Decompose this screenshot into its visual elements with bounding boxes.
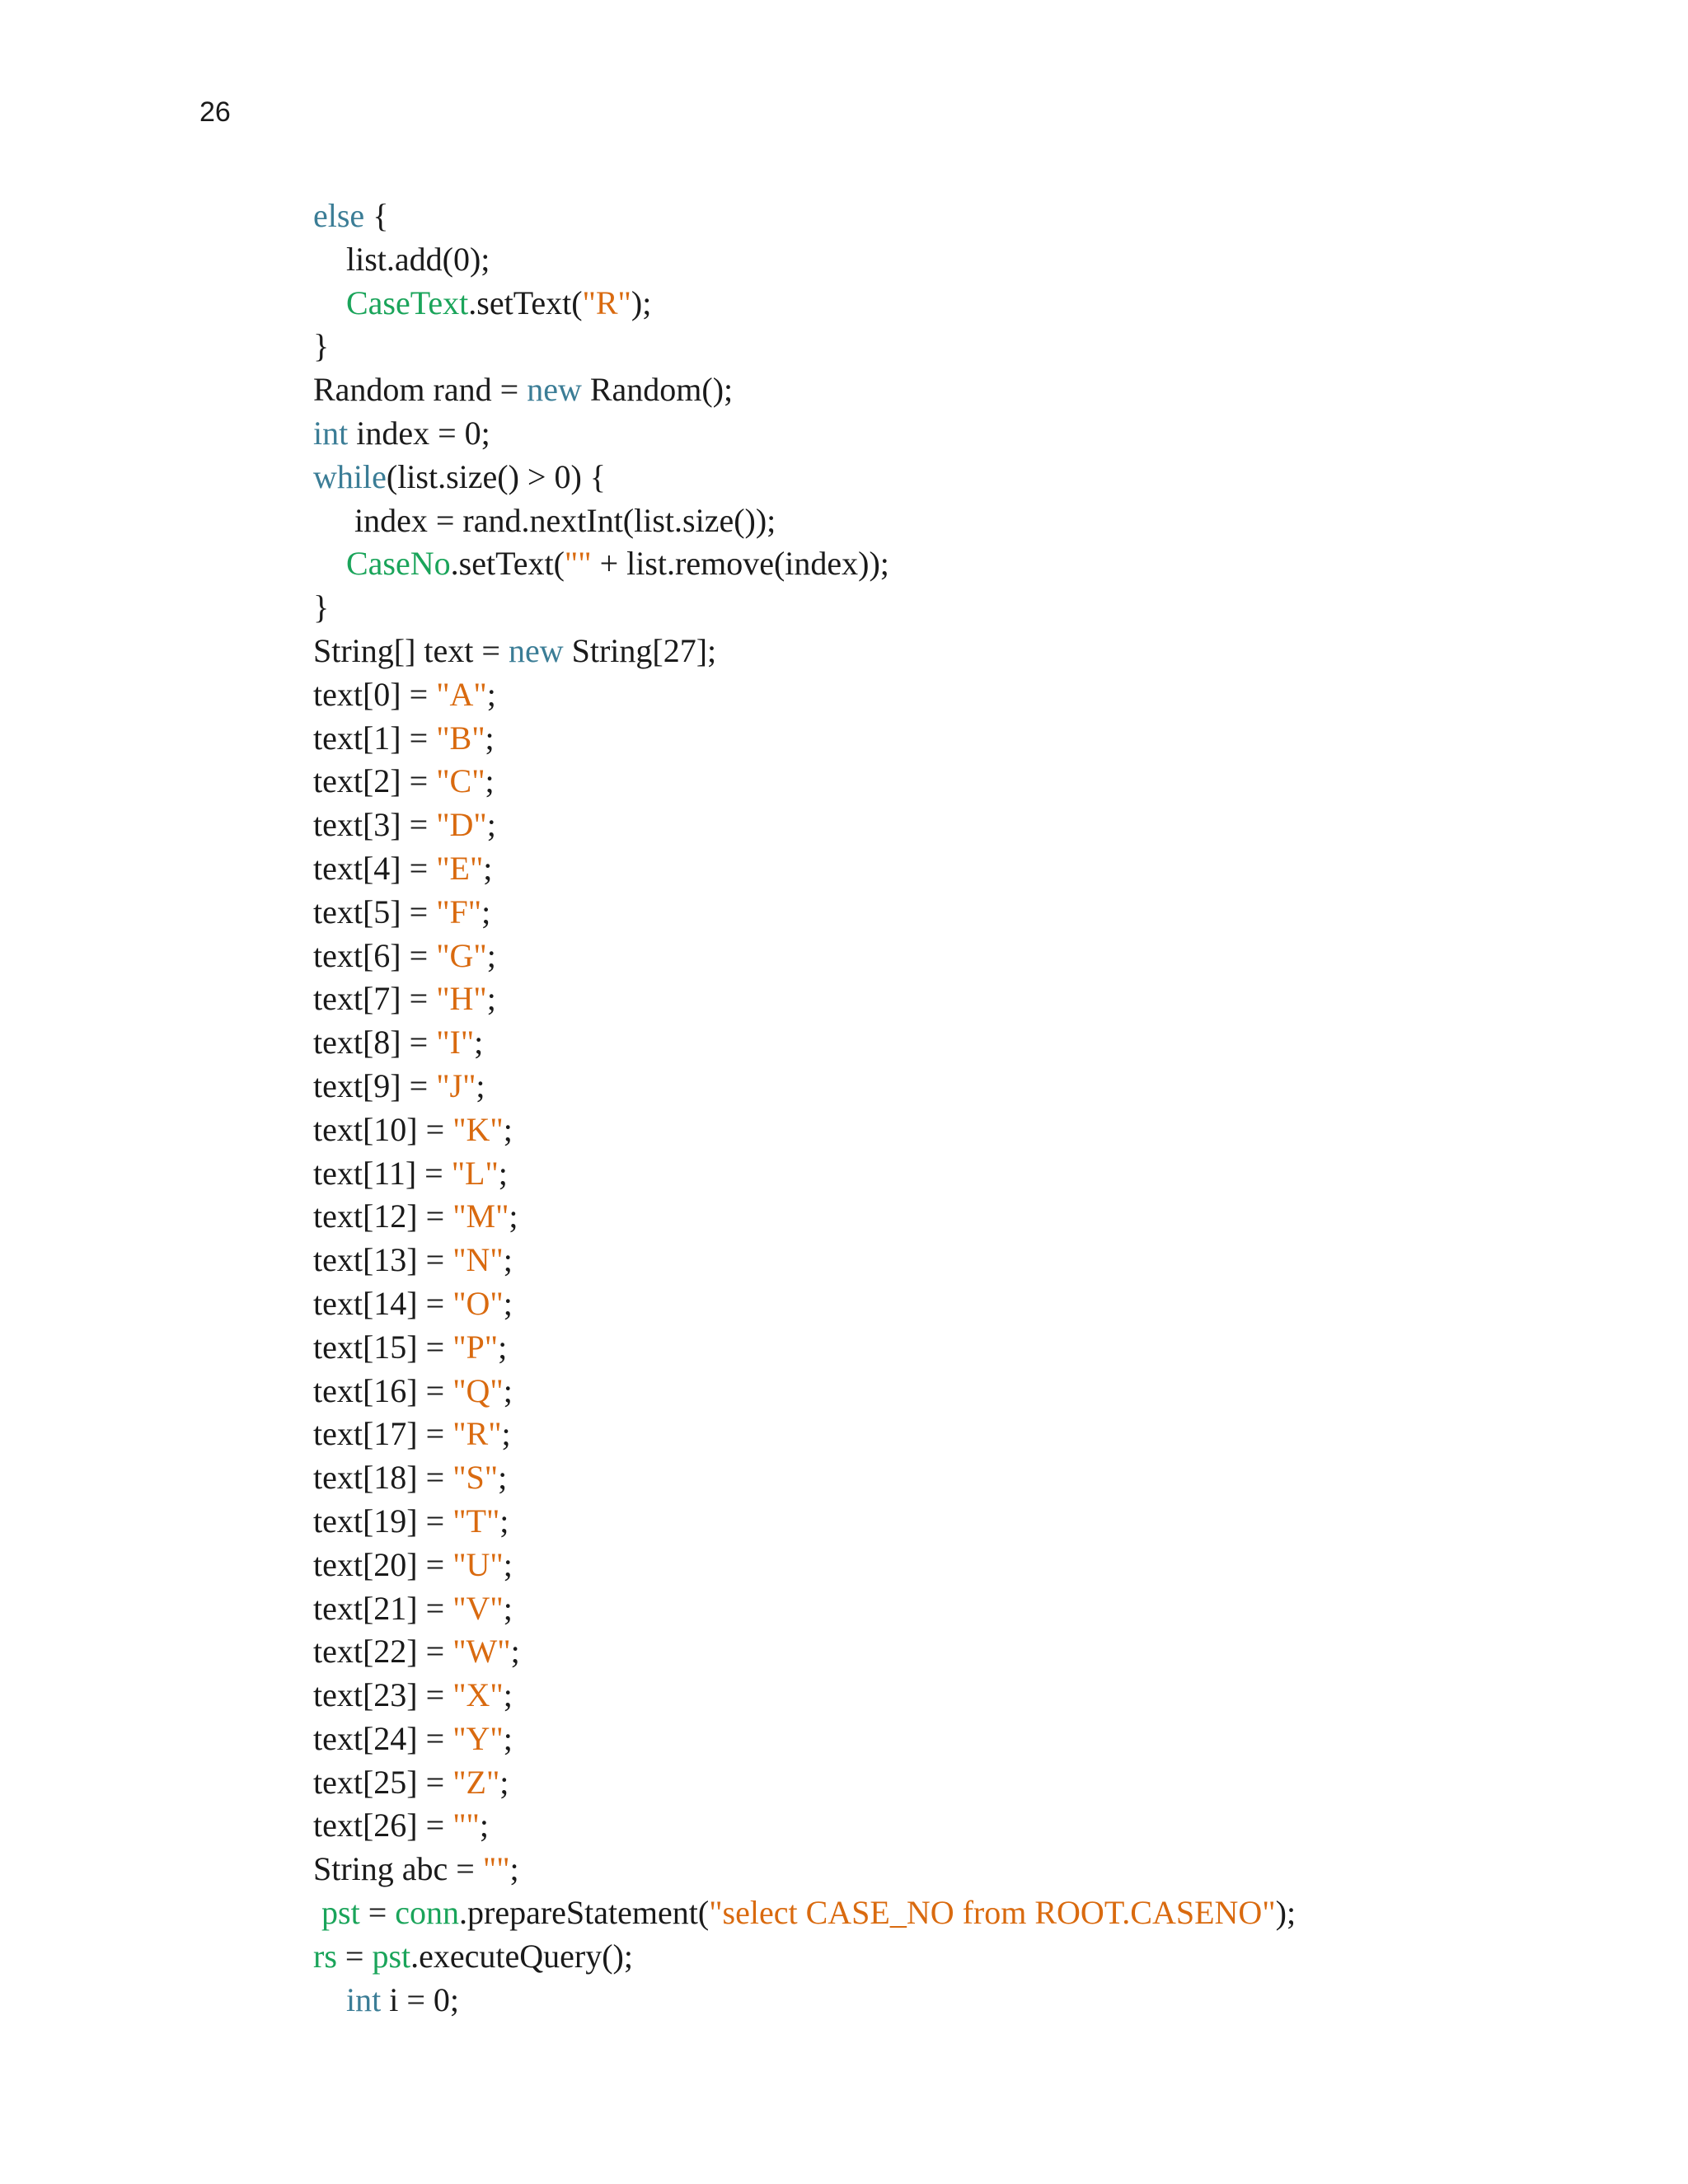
code-string: "select CASE_NO from ROOT.CASENO" (709, 1894, 1276, 1932)
code-string: "" (482, 1850, 510, 1888)
code-text: text[3] = (313, 806, 437, 844)
code-string: "R" (452, 1415, 502, 1453)
code-text: ; (481, 893, 491, 930)
code-string: "W" (452, 1633, 511, 1671)
code-line (313, 1544, 1648, 1587)
code-line (313, 1326, 1648, 1370)
code-indent (313, 1981, 346, 2018)
code-text: ; (503, 1284, 513, 1322)
code-text: text[2] = (313, 762, 437, 800)
code-line (313, 282, 1648, 326)
code-text: ; (486, 980, 496, 1018)
code-line (313, 1587, 1648, 1631)
code-string: "X" (452, 1676, 504, 1714)
code-text: ; (503, 1545, 513, 1583)
code-keyword: while (313, 457, 387, 495)
code-text: ; (503, 1719, 513, 1757)
code-string: "B" (436, 719, 485, 757)
code-string: "S" (452, 1459, 499, 1497)
code-line (313, 760, 1648, 804)
code-text: ; (503, 1110, 513, 1148)
code-line (313, 1935, 1648, 1979)
page-number: 26 (199, 96, 231, 128)
code-text: Random(); (581, 371, 734, 409)
code-line (313, 1718, 1648, 1761)
code-line (313, 1848, 1648, 1891)
code-text: .setText( (450, 545, 565, 583)
code-text: Random rand = (313, 371, 528, 409)
code-indent (313, 502, 354, 539)
code-text: text[24] = (313, 1719, 453, 1757)
code-text: text[23] = (313, 1676, 453, 1714)
code-line (313, 1761, 1648, 1805)
code-text: i = 0; (381, 1980, 460, 2018)
code-text: ; (486, 675, 496, 713)
code-text: ; (486, 936, 496, 974)
code-text: text[25] = (313, 1763, 453, 1801)
code-line (313, 412, 1648, 456)
code-text: text[6] = (313, 936, 437, 974)
code-text: String[27]; (563, 631, 717, 669)
code-text: text[21] = (313, 1589, 453, 1627)
code-string: "" (564, 545, 592, 583)
code-line (313, 847, 1648, 891)
code-text: index = rand.nextInt(list.size()); (354, 501, 776, 539)
code-string: "Z" (452, 1763, 500, 1801)
code-text: text[11] = (313, 1154, 452, 1192)
code-text: text[15] = (313, 1328, 453, 1366)
code-string: "H" (436, 980, 487, 1018)
code-text: ; (498, 1459, 508, 1497)
code-text: ; (499, 1502, 509, 1540)
code-string: "Y" (452, 1719, 504, 1757)
code-line (313, 977, 1648, 1021)
code-string: "A" (436, 675, 487, 713)
code-text: ; (509, 1850, 519, 1888)
code-text: ; (498, 1154, 508, 1192)
code-line (313, 368, 1648, 412)
code-string: "E" (436, 849, 484, 887)
code-text: text[20] = (313, 1545, 453, 1583)
code-line (313, 1021, 1648, 1065)
code-text: text[17] = (313, 1415, 453, 1453)
code-text: ; (510, 1633, 520, 1671)
code-text: ; (503, 1241, 513, 1279)
code-text: } (313, 588, 330, 626)
code-line (313, 1500, 1648, 1544)
code-text: text[0] = (313, 675, 437, 713)
code-string: "P" (452, 1328, 499, 1366)
code-text: text[5] = (313, 893, 437, 930)
code-text: { (364, 197, 389, 234)
code-text: ; (498, 1328, 508, 1366)
code-line (313, 1370, 1648, 1413)
code-line (313, 1979, 1648, 2022)
code-text: ); (1275, 1894, 1296, 1932)
code-keyword: else (313, 197, 365, 234)
code-block (313, 194, 1648, 2022)
code-string: "C" (436, 762, 485, 800)
code-text: index = 0; (348, 414, 490, 452)
code-line (313, 1108, 1648, 1152)
code-line (313, 717, 1648, 761)
code-text: ); (631, 284, 652, 321)
code-line (313, 935, 1648, 978)
code-line (313, 804, 1648, 847)
code-text: ; (503, 1371, 513, 1409)
code-text: text[18] = (313, 1459, 453, 1497)
code-text: text[1] = (313, 719, 437, 757)
code-field: pst (321, 1894, 360, 1932)
code-line (313, 456, 1648, 499)
code-string: "F" (436, 893, 482, 930)
code-line (313, 1674, 1648, 1718)
code-text: text[10] = (313, 1110, 453, 1148)
code-string: "K" (452, 1110, 504, 1148)
code-keyword: int (346, 1980, 382, 2018)
code-line (313, 499, 1648, 543)
code-text: .setText( (468, 284, 583, 321)
code-string: "G" (436, 936, 487, 974)
code-text: ; (499, 1763, 509, 1801)
code-indent (313, 284, 346, 321)
code-line (313, 542, 1648, 586)
code-text: = (336, 1937, 373, 1975)
code-text: .prepareStatement( (459, 1894, 710, 1932)
code-line (313, 1152, 1648, 1196)
code-indent (313, 545, 346, 582)
code-text: text[12] = (313, 1197, 453, 1235)
code-line (313, 630, 1648, 673)
code-line (313, 194, 1648, 238)
code-line (313, 1413, 1648, 1456)
code-indent (313, 241, 346, 278)
code-keyword: int (313, 414, 349, 452)
code-string: "M" (452, 1197, 509, 1235)
code-string: "O" (452, 1284, 504, 1322)
code-line (313, 238, 1648, 282)
code-string: "D" (436, 806, 487, 844)
code-text: } (313, 327, 330, 365)
code-line (313, 891, 1648, 935)
code-string: "T" (452, 1502, 500, 1540)
code-text: ; (503, 1676, 513, 1714)
code-text: ; (509, 1197, 518, 1235)
code-line (313, 1630, 1648, 1674)
code-text: text[4] = (313, 849, 437, 887)
code-string: "R" (582, 284, 631, 321)
code-line (313, 1239, 1648, 1282)
code-string: "N" (452, 1241, 504, 1279)
code-text: ; (501, 1415, 511, 1453)
code-string: "Q" (452, 1371, 504, 1409)
code-text: text[19] = (313, 1502, 453, 1540)
code-line (313, 586, 1648, 630)
code-line (313, 325, 1648, 368)
code-line (313, 1195, 1648, 1239)
code-field: CaseText (346, 284, 469, 321)
code-text: text[13] = (313, 1241, 453, 1279)
code-text: text[26] = (313, 1807, 453, 1844)
code-text: text[7] = (313, 980, 437, 1018)
code-text: text[8] = (313, 1024, 437, 1062)
code-text: text[9] = (313, 1066, 437, 1104)
code-text: text[16] = (313, 1371, 453, 1409)
code-string: "J" (436, 1066, 476, 1104)
code-line (313, 1456, 1648, 1500)
code-text: ; (479, 1807, 489, 1844)
code-line (313, 1891, 1648, 1935)
code-line (313, 1065, 1648, 1108)
code-text: ; (476, 1066, 485, 1104)
code-text: (list.size() > 0) { (386, 457, 607, 495)
code-indent (313, 1894, 321, 1931)
code-line (313, 1804, 1648, 1848)
code-field: conn (395, 1894, 460, 1932)
code-string: "" (452, 1807, 480, 1844)
code-text: text[22] = (313, 1633, 453, 1671)
code-string: "I" (436, 1024, 475, 1062)
code-field: pst (372, 1937, 411, 1975)
code-text: ; (486, 806, 496, 844)
code-text: ; (485, 719, 495, 757)
code-line (313, 1282, 1648, 1326)
code-keyword: new (508, 631, 564, 669)
code-string: "V" (452, 1589, 504, 1627)
code-text: text[14] = (313, 1284, 453, 1322)
code-text: ; (483, 849, 493, 887)
code-keyword: new (527, 371, 582, 409)
code-line (313, 673, 1648, 717)
code-field: rs (313, 1937, 337, 1975)
code-text: String[] text = (313, 631, 509, 669)
code-field: CaseNo (346, 545, 451, 583)
code-string: "L" (451, 1154, 499, 1192)
code-text: + list.remove(index)); (591, 545, 889, 583)
code-text: ; (503, 1589, 513, 1627)
code-text: ; (485, 762, 495, 800)
code-text: list.add(0); (346, 240, 490, 278)
code-text: .executeQuery(); (410, 1937, 633, 1975)
code-text: ; (474, 1024, 484, 1062)
code-text: String abc = (313, 1850, 483, 1888)
code-string: "U" (452, 1545, 504, 1583)
code-text: = (359, 1894, 396, 1932)
